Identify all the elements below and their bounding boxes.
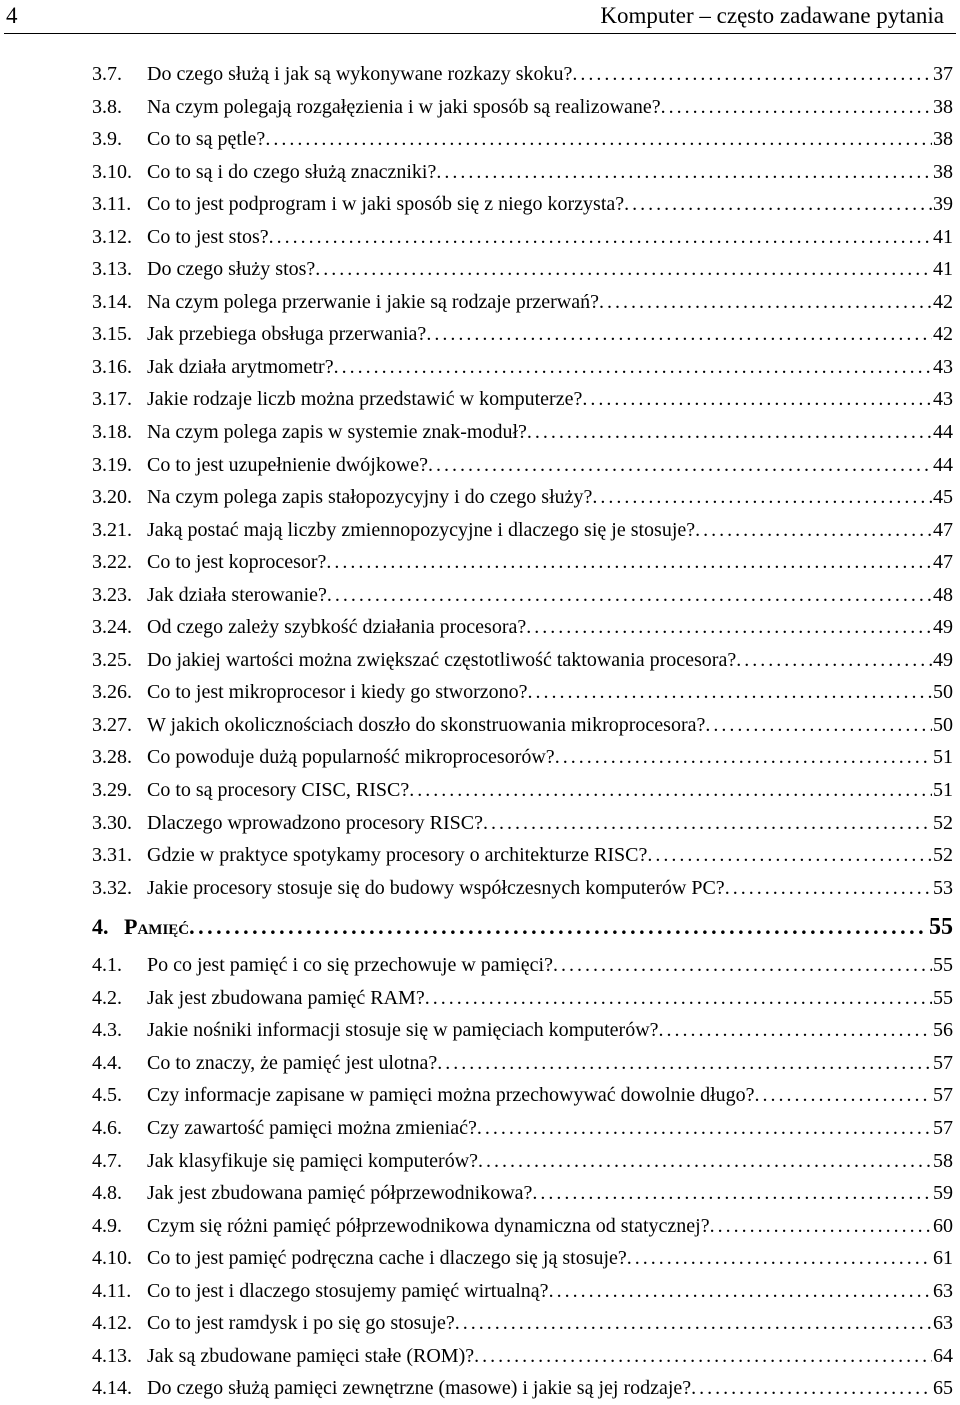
entry-title: Dlaczego wprowadzono procesory RISC? <box>147 811 484 834</box>
toc-entry-row[interactable] <box>0 253 960 286</box>
toc-entry-row[interactable] <box>0 611 960 644</box>
chapter-entry <box>124 904 953 950</box>
entry-title: Od czego zależy szybkość działania procesora? <box>147 616 527 639</box>
toc-entry-row[interactable] <box>0 807 960 840</box>
entry-page-number: 38 <box>933 95 953 118</box>
entry-number: 4.1. <box>92 954 122 977</box>
dot-leader <box>528 676 933 709</box>
dot-leader <box>532 1177 932 1210</box>
toc-entry-row[interactable] <box>0 123 960 156</box>
entry-page-number: 41 <box>933 225 953 248</box>
toc-entry-row[interactable] <box>0 91 960 124</box>
entry-page-number: 57 <box>933 1084 953 1107</box>
entry-title: Jaką postać mają liczby zmiennopozycyjne i dlaczego się je stosuje? <box>147 518 696 541</box>
dot-leader <box>725 872 932 905</box>
entry-number: 3.22. <box>92 551 132 574</box>
dot-leader <box>549 1275 932 1308</box>
entry-title: Co to są pętle? <box>147 128 266 151</box>
toc-entry-row[interactable] <box>0 221 960 254</box>
entry-line <box>147 1112 953 1145</box>
entry-title: Gdzie w praktyce spotykamy procesory o architekturze RISC? <box>147 844 648 867</box>
entry-page-number: 41 <box>933 258 953 281</box>
entry-page-number: 37 <box>933 63 953 85</box>
entry-number: 3.15. <box>92 323 132 346</box>
dot-leader <box>555 741 932 774</box>
entry-line <box>147 1307 953 1340</box>
toc-entry-row[interactable] <box>0 1242 960 1275</box>
dot-leader <box>527 416 932 449</box>
entry-number: 4.14. <box>92 1377 132 1400</box>
entry-title: Do czego służą i jak są wykonywane rozkazy skoku? <box>147 63 573 85</box>
entry-number: 4.7. <box>92 1149 122 1172</box>
toc-entry-row[interactable] <box>0 481 960 514</box>
entry-line <box>147 1340 953 1373</box>
entry-line <box>147 839 953 872</box>
entry-line <box>147 709 953 742</box>
entry-page-number: 50 <box>933 713 953 736</box>
dot-leader <box>526 611 932 644</box>
toc-entry-row[interactable] <box>0 1177 960 1210</box>
entry-number: 3.14. <box>92 290 132 313</box>
dot-leader <box>691 1372 932 1405</box>
toc-entry-row[interactable] <box>0 416 960 449</box>
dot-leader <box>437 1047 932 1080</box>
toc-entry-row[interactable] <box>0 58 960 91</box>
entry-page-number: 52 <box>933 811 953 834</box>
dot-leader <box>755 1079 932 1112</box>
entry-number: 3.23. <box>92 583 132 606</box>
entry-title: Co to jest uzupełnienie dwójkowe? <box>147 453 429 476</box>
entry-page-number: 55 <box>933 954 953 977</box>
toc-entry-row[interactable] <box>0 318 960 351</box>
dot-leader <box>659 1014 932 1047</box>
entry-page-number: 49 <box>933 616 953 639</box>
dot-leader <box>695 514 932 547</box>
entry-title: Na czym polega zapis stałopozycyjny i do czego służy? <box>147 486 593 509</box>
entry-title: Jak działa arytmometr? <box>147 355 334 378</box>
entry-title: Jak jest zbudowana pamięć RAM? <box>147 986 425 1009</box>
entry-title: Jak klasyfikuje się pamięci komputerów? <box>147 1149 479 1172</box>
entry-page-number: 44 <box>933 421 953 444</box>
entry-page-number: 47 <box>933 518 953 541</box>
entry-number: 3.11. <box>92 193 132 216</box>
entry-page-number: 64 <box>933 1344 953 1367</box>
toc-entry-row[interactable] <box>0 709 960 742</box>
toc-entry-row[interactable] <box>0 1372 960 1405</box>
entry-number: 3.28. <box>92 746 132 769</box>
entry-number: 3.12. <box>92 225 132 248</box>
entry-number: 4.2. <box>92 986 122 1009</box>
entry-page-number: 60 <box>933 1214 953 1237</box>
entry-page-number: 38 <box>933 160 953 183</box>
entry-title: Na czym polegają rozgałęzienia i w jaki sposób są realizowane? <box>147 95 661 118</box>
entry-line <box>147 949 953 982</box>
entry-number: 3.8. <box>92 95 122 118</box>
entry-title: Jakie nośniki informacji stosuje się w pamięciach komputerów? <box>147 1019 659 1042</box>
dot-leader <box>572 58 932 91</box>
dot-leader <box>455 1307 932 1340</box>
header-rule <box>4 33 956 34</box>
toc-entry-row[interactable] <box>0 644 960 677</box>
entry-number: 3.13. <box>92 258 132 281</box>
entry-line <box>147 774 953 807</box>
entry-title: Jakie rodzaje liczb można przedstawić w komputerze? <box>147 388 583 411</box>
toc-entry-row[interactable] <box>0 1340 960 1373</box>
toc-chapter-4[interactable] <box>0 904 960 949</box>
toc-section-4 <box>0 949 960 1405</box>
entry-line <box>147 286 953 319</box>
entry-number: 4.3. <box>92 1019 122 1042</box>
entry-title: Co to są procesory CISC, RISC? <box>147 779 410 802</box>
entry-number: 3.27. <box>92 713 132 736</box>
entry-line <box>147 676 953 709</box>
toc-entry-row[interactable] <box>0 579 960 612</box>
entry-number: 4.4. <box>92 1051 122 1074</box>
entry-title: Co to jest pamięć podręczna cache i dlaczego się ją stosuje? <box>147 1247 627 1270</box>
dot-leader <box>483 807 932 840</box>
dot-leader <box>710 1210 932 1243</box>
entry-page-number: 58 <box>933 1149 953 1172</box>
entry-number: 4.8. <box>92 1182 122 1205</box>
entry-line <box>147 253 953 286</box>
entry-title: Czy zawartość pamięci można zmieniać? <box>147 1116 477 1139</box>
entry-line <box>147 579 953 612</box>
entry-line <box>147 1014 953 1047</box>
entry-line <box>147 91 953 124</box>
entry-number: 3.31. <box>92 844 132 867</box>
entry-number: 3.26. <box>92 681 132 704</box>
entry-page-number: 52 <box>933 844 953 867</box>
entry-line <box>147 1145 953 1178</box>
entry-page-number: 63 <box>933 1279 953 1302</box>
toc-entry-row[interactable] <box>0 449 960 482</box>
dot-leader <box>705 709 932 742</box>
entry-page-number: 61 <box>933 1247 953 1270</box>
entry-line <box>147 188 953 221</box>
entry-title: Jak przebiega obsługa przerwania? <box>147 323 427 346</box>
entry-page-number: 50 <box>933 681 953 704</box>
entry-line <box>147 1047 953 1080</box>
entry-page-number: 43 <box>933 388 953 411</box>
dot-leader <box>327 579 932 612</box>
toc-entry-row[interactable] <box>0 774 960 807</box>
entry-number: 3.9. <box>92 128 122 151</box>
entry-title: Do czego służy stos? <box>147 258 316 281</box>
entry-number: 3.20. <box>92 486 132 509</box>
entry-page-number: 63 <box>933 1312 953 1335</box>
entry-number: 4.10. <box>92 1247 132 1270</box>
entry-number: 4.12. <box>92 1312 132 1335</box>
entry-line <box>147 416 953 449</box>
entry-title: Na czym polega zapis w systemie znak-moduł? <box>147 421 527 444</box>
dot-leader <box>599 286 932 319</box>
page-number: 4 <box>6 3 18 28</box>
entry-title: W jakich okolicznościach doszło do skonstruowania mikroprocesora? <box>147 713 706 736</box>
entry-page-number: 42 <box>933 323 953 346</box>
entry-page-number: 59 <box>933 1182 953 1205</box>
dot-leader <box>661 91 932 124</box>
entry-line <box>147 123 953 156</box>
entry-page-number: 39 <box>933 193 953 216</box>
entry-title: Co to jest mikroprocesor i kiedy go stworzono? <box>147 681 528 704</box>
entry-number: 3.7. <box>92 63 122 85</box>
entry-page-number: 44 <box>933 453 953 476</box>
entry-page-number: 49 <box>933 648 953 671</box>
entry-line <box>147 449 953 482</box>
dot-leader <box>477 1112 932 1145</box>
entry-line <box>147 351 953 384</box>
chapter-title <box>124 904 189 949</box>
entry-number: 3.32. <box>92 876 132 899</box>
toc-entry-row[interactable] <box>0 872 960 905</box>
dot-leader <box>326 546 932 579</box>
entry-page-number: 53 <box>933 876 953 899</box>
toc-section-3 <box>0 58 960 904</box>
dot-leader <box>334 351 932 384</box>
entry-line <box>147 58 953 91</box>
entry-line <box>147 1079 953 1112</box>
entry-number: 3.19. <box>92 453 132 476</box>
toc-entry-row[interactable] <box>0 383 960 416</box>
dot-leader <box>736 644 932 677</box>
toc-entry-row[interactable] <box>0 546 960 579</box>
entry-line <box>147 1210 953 1243</box>
toc-entry-row[interactable] <box>0 1047 960 1080</box>
entry-title: Po co jest pamięć i co się przechowuje w pamięci? <box>147 954 553 977</box>
dot-leader <box>425 982 932 1015</box>
entry-page-number: 48 <box>933 583 953 606</box>
entry-number: 3.24. <box>92 616 132 639</box>
entry-line <box>147 1275 953 1308</box>
entry-title: Co to znaczy, że pamięć jest ulotna? <box>147 1051 438 1074</box>
dot-leader <box>474 1340 932 1373</box>
table-of-contents <box>0 58 960 1405</box>
entry-line <box>147 481 953 514</box>
entry-number: 3.18. <box>92 421 132 444</box>
entry-page-number: 51 <box>933 779 953 802</box>
entry-page-number: 51 <box>933 746 953 769</box>
dot-leader <box>189 904 928 949</box>
entry-page-number: 45 <box>933 486 953 509</box>
toc-entry-row[interactable] <box>0 514 960 547</box>
entry-title: Jak działa sterowanie? <box>147 583 327 606</box>
entry-title: Na czym polega przerwanie i jakie są rodzaje przerwań? <box>147 290 599 313</box>
entry-title: Jak jest zbudowana pamięć półprzewodnikowa? <box>147 1182 533 1205</box>
entry-title: Jak są zbudowane pamięci stałe (ROM)? <box>147 1344 475 1367</box>
entry-line <box>147 807 953 840</box>
dot-leader <box>592 481 932 514</box>
entry-title: Co to jest i dlaczego stosujemy pamięć wirtualną? <box>147 1279 549 1302</box>
entry-page-number: 38 <box>933 128 953 151</box>
entry-line <box>147 1242 953 1275</box>
entry-title: Co to jest ramdysk i po się go stosuje? <box>147 1312 455 1335</box>
toc-entry-row[interactable] <box>0 1210 960 1243</box>
entry-line <box>147 872 953 905</box>
entry-title: Do czego służą pamięci zewnętrzne (masowe) i jakie są jej rodzaje? <box>147 1377 692 1400</box>
dot-leader <box>582 383 932 416</box>
entry-title: Co to jest stos? <box>147 225 269 248</box>
entry-number: 3.21. <box>92 518 132 541</box>
toc-entry-row[interactable] <box>0 156 960 189</box>
entry-number: 3.30. <box>92 811 132 834</box>
entry-page-number: 56 <box>933 1019 953 1042</box>
entry-line <box>147 546 953 579</box>
entry-number: 4.9. <box>92 1214 122 1237</box>
toc-entry-row[interactable] <box>0 1079 960 1112</box>
entry-number: 4.6. <box>92 1116 122 1139</box>
entry-page-number: 42 <box>933 290 953 313</box>
entry-title: Czy informacje zapisane w pamięci można przechowywać dowolnie długo? <box>147 1084 755 1107</box>
entry-page-number: 57 <box>933 1116 953 1139</box>
entry-title: Co to jest koprocesor? <box>147 551 327 574</box>
toc-entry-row[interactable] <box>0 1112 960 1145</box>
toc-entry-row[interactable] <box>0 949 960 982</box>
entry-line <box>147 644 953 677</box>
toc-entry-row[interactable] <box>0 351 960 384</box>
entry-page-number: 65 <box>933 1377 953 1400</box>
dot-leader <box>269 221 932 254</box>
entry-number: 3.25. <box>92 648 132 671</box>
entry-page-number: 55 <box>933 986 953 1009</box>
entry-line <box>147 318 953 351</box>
dot-leader <box>409 774 932 807</box>
entry-number: 3.16. <box>92 355 132 378</box>
entry-number: 4.11. <box>92 1279 132 1302</box>
toc-entry-row[interactable] <box>0 1275 960 1308</box>
entry-title: Czym się różni pamięć półprzewodnikowa dynamiczna od statycznej? <box>147 1214 710 1237</box>
entry-title: Co powoduje dużą popularność mikroprocesorów? <box>147 746 555 769</box>
entry-title: Do jakiej wartości można zwiększać częstotliwość taktowania procesora? <box>147 648 737 671</box>
toc-entry-row[interactable] <box>0 1145 960 1178</box>
toc-entry-row[interactable] <box>0 982 960 1015</box>
entry-line <box>147 1177 953 1210</box>
dot-leader <box>428 449 932 482</box>
entry-line <box>147 221 953 254</box>
dot-leader <box>478 1145 932 1178</box>
dot-leader <box>426 318 932 351</box>
entry-number: 3.17. <box>92 388 132 411</box>
running-title: Komputer – często zadawane pytania <box>600 3 944 28</box>
entry-line <box>147 741 953 774</box>
toc-entry-row[interactable] <box>0 741 960 774</box>
entry-title: Jakie procesory stosuje się do budowy współczesnych komputerów PC? <box>147 876 725 899</box>
entry-number: 4.5. <box>92 1084 122 1107</box>
entry-number: 3.10. <box>92 160 132 183</box>
chapter-title-rest: amięć <box>137 914 190 940</box>
entry-line <box>147 383 953 416</box>
chapter-title-initial: P <box>124 914 138 940</box>
entry-line <box>147 982 953 1015</box>
page-header <box>0 0 960 36</box>
toc-entry-row[interactable] <box>0 1307 960 1340</box>
entry-page-number: 47 <box>933 551 953 574</box>
toc-entry-row[interactable] <box>0 839 960 872</box>
entry-line <box>147 514 953 547</box>
entry-title: Co to jest podprogram i w jaki sposób się z niego korzysta? <box>147 193 625 216</box>
dot-leader <box>553 949 932 982</box>
dot-leader <box>624 188 932 221</box>
entry-page-number: 43 <box>933 355 953 378</box>
dot-leader <box>627 1242 932 1275</box>
toc-entry-row[interactable] <box>0 1014 960 1047</box>
entry-title: Co to są i do czego służą znaczniki? <box>147 160 437 183</box>
entry-line <box>147 611 953 644</box>
dot-leader <box>315 253 932 286</box>
chapter-number: 4. <box>92 914 109 940</box>
toc-entry-row[interactable] <box>0 188 960 221</box>
entry-page-number: 57 <box>933 1051 953 1074</box>
toc-entry-row[interactable] <box>0 286 960 319</box>
dot-leader <box>436 156 932 189</box>
entry-number: 4.13. <box>92 1344 132 1367</box>
entry-line <box>147 1372 953 1405</box>
entry-line <box>147 156 953 189</box>
toc-entry-row[interactable] <box>0 676 960 709</box>
entry-number: 3.29. <box>92 779 132 802</box>
dot-leader <box>647 839 932 872</box>
dot-leader <box>265 123 932 156</box>
chapter-page-number: 55 <box>929 914 953 941</box>
